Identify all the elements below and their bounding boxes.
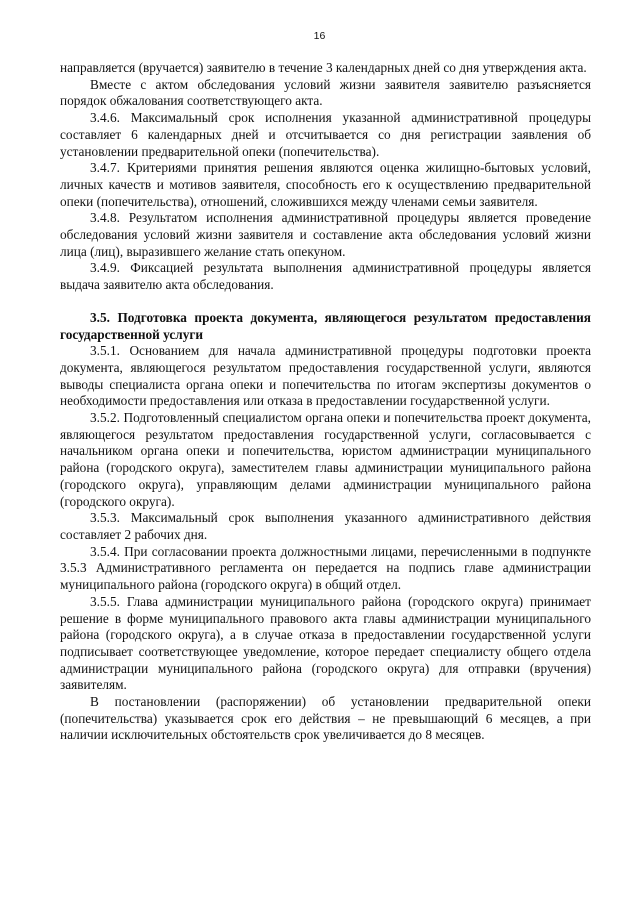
page-number: 16 — [313, 30, 326, 42]
paragraph: 3.4.9. Фиксацией результата выполнения административной процедуры является выдача заявителю акта обследования. — [60, 260, 591, 293]
paragraph: 3.5.1. Основанием для начала административной процедуры подготовки проекта документа, являющегося результатом предоставления государственной услуги, являются выводы специалиста органа опеки и попечительства по итогам экспертизы документов о необходимости предоставления или отказа в предоставлении государственной услуги. — [60, 343, 591, 409]
paragraph: направляется (вручается) заявителю в течение 3 календарных дней со дня утверждения акта. — [60, 60, 587, 75]
paragraph: 3.4.8. Результатом исполнения административной процедуры является проведение обследования условий жизни заявителя и составление акта обследования условий жизни лица (лиц), выразившего желание стать опекуном. — [60, 210, 591, 259]
section-heading: 3.5. Подготовка проекта документа, являющегося результатом предоставления государственной услуги — [60, 309, 591, 342]
paragraph: 3.5.2. Подготовленный специалистом органа опеки и попечительства проект документа, являющегося результатом предоставления государственной услуги, согласовывается с начальником органа опеки и попечительства, юристом администрации муниципального района (городского округа), заместителем главы администрации муниципального района (городского округа), управляющим делами администрации муниципального района (городского округа). — [60, 410, 591, 509]
paragraph: 3.5.4. При согласовании проекта должностными лицами, перечисленными в подпункте 3.5.3 Административного регламента он передается на подпись главе администрации муниципального района (городского округа) в общий отдел. — [60, 543, 591, 593]
section-spacer — [60, 294, 591, 310]
document-body — [60, 60, 591, 744]
paragraph: 3.4.6. Максимальный срок исполнения указанной административной процедуры составляет 6 календарных дней и отсчитывается со дня регистрации заявления об установлении предварительной опеки (попечительства). — [60, 110, 591, 159]
paragraph: 3.4.7. Критериями принятия решения являются оценка жилищно-бытовых условий, личных качеств и мотивов заявителя, способность его к осуществлению предварительной опеки (попечительства), отношений, сложившихся между членами семьи заявителя. — [60, 160, 591, 209]
paragraph: 3.5.3. Максимальный срок выполнения указанного административного действия составляет 2 рабочих дня. — [60, 510, 591, 542]
paragraph: В постановлении (распоряжении) об установлении предварительной опеки (попечительства) указывается срок его действия – не превышающий 6 месяцев, а при наличии исключительных обстоятельств срок увеличивается до 8 месяцев. — [60, 694, 591, 743]
paragraph: 3.5.5. Глава администрации муниципального района (городского округа) принимает решение в форме муниципального правового акта главы администрации муниципального района (городского округа), а в случае отказа в предоставлении государственной услуги подписывает соответствующее уведомление, которое передает специалисту общего отдела администрации муниципального района (городского округа) для отправки (вручения) заявителям. — [60, 593, 591, 693]
paragraph: Вместе с актом обследования условий жизни заявителя заявителю разъясняется порядок обжалования соответствующего акта. — [60, 76, 591, 109]
